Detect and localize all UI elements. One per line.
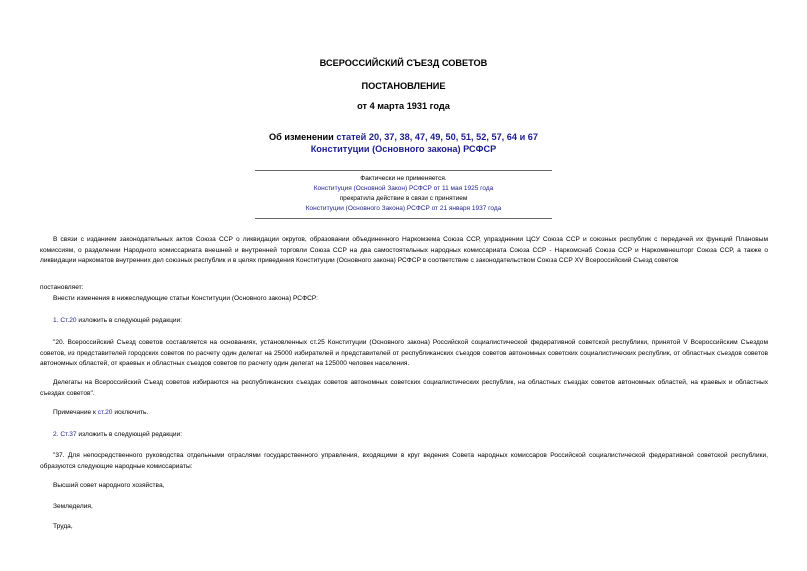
congress-heading: ВСЕРОССИЙСКИЙ СЪЕЗД СОВЕТОВ xyxy=(319,58,488,68)
commissariat-item-2: Земледелия, xyxy=(53,503,93,510)
status-note-line2: прекратила действие в связи с принятием xyxy=(339,195,468,202)
art20-note-link[interactable]: ст.20 xyxy=(97,409,113,416)
constitution-1925-link[interactable]: Конституция (Основной Закон) РСФСР от 11 мая 1925 года xyxy=(313,185,494,192)
art37-paragraph: "37. Для непосредственного руководства отдельными отраслями государственного управления, входящими в круг ведения Совета народных комиссаров Российской социалистической федеративной советской республики, образуются следующие народные комиссариаты: xyxy=(40,452,768,470)
item1-number: 1. xyxy=(53,317,61,324)
doc-date-heading: от 4 марта 1931 года xyxy=(357,101,450,111)
title-prefix: Об изменении xyxy=(269,132,337,142)
art20-paragraph2: Делегаты на Всероссийский Съезд советов избираются на республиканских съездах советов автономных советских социалистических республик, на областных съездах советов автономных областей, на краевых и областных съездах советов". xyxy=(40,379,768,397)
item2-line xyxy=(40,430,768,441)
commissariat-item-3: Труда, xyxy=(53,523,73,530)
note-prefix: Примечание к xyxy=(53,409,98,416)
item1-line xyxy=(40,316,768,327)
item2-number: 2. xyxy=(53,431,61,438)
status-note-line1: Фактически не применяется. xyxy=(360,175,447,182)
art20-paragraph1: "20. Всероссийский Съезд советов составляется на основаниях, установленных ст.25 Конституции (Основного закона) Российской социалистической федеративной советской республики, принятой V Всероссийским Съездом советов, из представителей городских советов по расчету один делегат на 25000 избирателей и представителей от республиканских съездов советов автономных советских социалистических республик, от областных съездов советов автономных областей, от краевых и областных съездов советов по расчету один делегат на 125000 человек населения. xyxy=(40,339,768,367)
preamble-paragraph: В связи с изданием законодательных актов Союза ССР о ликвидации округов, образовании объединенного Наркомзема Союза ССР, упразднении ЦСУ Союза ССР и союзных республик с передачей их функций Плановым комиссиям, о разделении Народного комиссариата внешней и внутренней торговли Союза ССР на два самостоятельных народных комиссариата Союза ССР - Наркомснаб Союза ССР и Наркомвнешторг Союза ССР, а также о ликвидации наркоматов внутренних дел союзных республик и в целях приведения Конституции (Основного закона) РСФСР в соответствие с законодательством Союза ССР XV Всероссийский Съезд советов xyxy=(40,236,768,264)
art37-link[interactable]: Ст.37 xyxy=(60,431,77,438)
status-bottom-divider xyxy=(255,218,552,219)
articles-link[interactable]: статей 20, 37, 38, 47, 49, 50, 51, 52, 57, 64 и 67 xyxy=(336,132,538,142)
item2-rest: изложить в следующей редакции: xyxy=(76,431,183,438)
status-top-divider xyxy=(255,170,552,171)
note-line xyxy=(40,408,768,419)
note-rest: исключить. xyxy=(112,409,149,416)
item1-rest: изложить в следующей редакции: xyxy=(76,317,183,324)
doc-title-line2 xyxy=(0,144,807,155)
doc-type-heading: ПОСТАНОВЛЕНИЕ xyxy=(361,81,446,91)
resolves-text: постановляет: xyxy=(40,284,84,291)
commissariat-item-1: Высший совет народного хозяйства, xyxy=(53,482,165,489)
status-note xyxy=(255,174,552,214)
constitution-1937-link[interactable]: Конституции (Основного Закона) РСФСР от 21 января 1937 года xyxy=(305,205,502,212)
intro-text: Внести изменения в нижеследующие статьи Конституции (Основного закона) РСФСР: xyxy=(53,295,318,302)
constitution-link[interactable]: Конституции (Основного закона) РСФСР xyxy=(310,144,497,154)
art20-link[interactable]: Ст.20 xyxy=(60,317,77,324)
doc-title-line1 xyxy=(0,132,807,143)
